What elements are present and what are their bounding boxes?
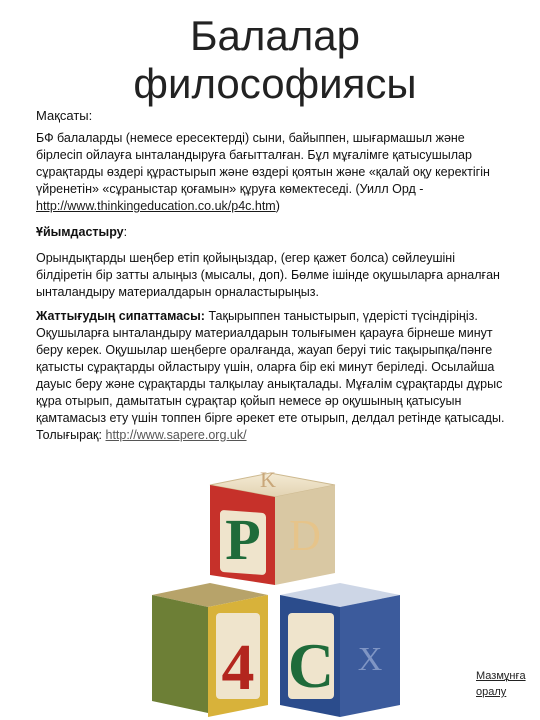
- letter-x: X: [357, 641, 383, 678]
- goal-label: Мақсаты:: [36, 108, 93, 123]
- desc-paragraph: [36, 308, 506, 444]
- alphabet-blocks-image: [150, 455, 415, 720]
- desc-text: Тақырыппен таныстырып, үдерісті түсіндіріңіз. Оқушыларға ынталандыру материалдарын толығымен қарауға бірнеше минут беру керек. Оқушылар шеңберге оралғанда, жауап беруі тиіс тақырыпқа/пәнге қатысты сұрақтарды ойластыру үшін, оларға бір екі минут беріледі. Осылайша дауыс беру және сұрақтарды талқылау анықталады. Мұғалім сұрақтарды дұрыс құра отырып, дамытатын сұрақтар қойып немесе әр оқушының қатысуын қамтамасыз ету үшін топпен бірге әрекет ете отырып, делдал ретінде қатысады.: [36, 309, 505, 425]
- letter-p: P: [225, 507, 261, 572]
- goal-link[interactable]: http://www.thinkingeducation.co.uk/p4c.htm: [36, 199, 276, 213]
- goal-text: БФ балаларды (немесе ересектерді) сыни, байыппен, шығармашыл және бірлесіп ойлауға ынталандыруға бағытталған. Бұл мұғалімге қатысушылар сұрақтарды өздері құрастырып және өздері қоятын және «қалай оқу керектігін үйренетін» «сұраныстар қоғамын» құруға көмектеседі. (Уилл Орд -: [36, 131, 490, 196]
- right-cube: [280, 583, 400, 717]
- title-line-1: Балалар: [189, 12, 360, 59]
- more-label: Толығырақ:: [36, 428, 103, 442]
- letter-k: K: [260, 467, 276, 492]
- top-cube: [210, 467, 335, 585]
- title-line-2: философиясы: [133, 60, 417, 107]
- desc-label: Жаттығудың сипаттамасы:: [36, 309, 205, 323]
- org-label: Ұйымдастыру: [36, 225, 124, 239]
- more-link[interactable]: http://www.sapere.org.uk/: [105, 428, 247, 442]
- org-paragraph: [36, 250, 506, 301]
- letter-c: C: [287, 630, 335, 701]
- digit-4: 4: [221, 631, 255, 704]
- back-to-contents-link[interactable]: Мазмұнға оралу: [476, 670, 526, 698]
- org-text: Орындықтарды шеңбер етіп қойыңыздар, (егер қажет болса) сөйлеушіні білдіретін бір затты алыңыз (мысалы, доп). Бөлме ішінде оқушыларға арналған ынталандыру материалдарын орналастырыңыз.: [36, 251, 500, 299]
- page-title: [110, 12, 440, 108]
- goal-paragraph: БФ балаларды (немесе ересектерді) сыни, байыппен, шығармашыл және бірлесіп ойлауға ынталандыруға бағытталған. Бұл мұғалімге қатысушылар сұрақтарды өздері құрастырып және өздері қоятын және «қалай оқу керектігін үйренетін» «сұраныстар қоғамын» құруға көмектеседі. (Уилл Орд - http://www.thinkingeducation.co.uk/p4c.htm): [36, 131, 490, 213]
- org-heading: Ұйымдастыру:: [36, 225, 128, 239]
- letter-d: D: [289, 511, 321, 560]
- left-cube: [152, 583, 268, 717]
